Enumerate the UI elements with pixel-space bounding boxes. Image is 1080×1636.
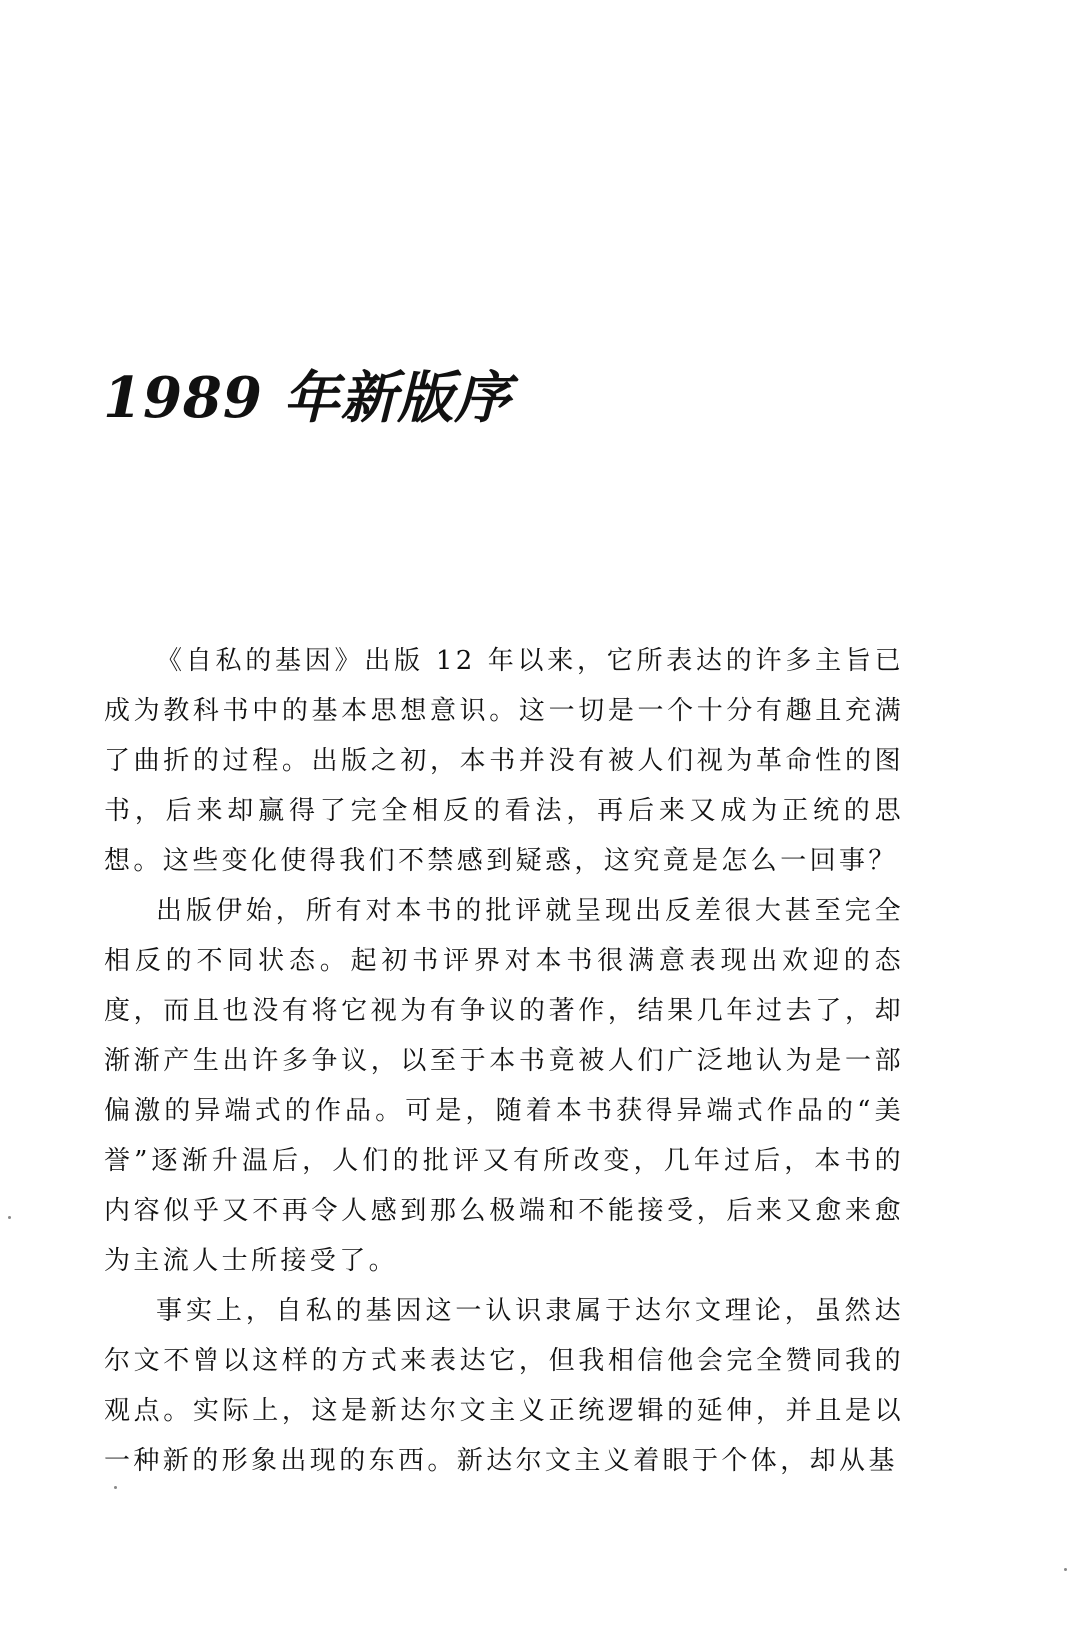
scan-speck: [114, 1486, 117, 1489]
paragraph-3: 事实上，自私的基因这一认识隶属于达尔文理论，虽然达尔文不曾以这样的方式来表达它，但我相信他会完全赞同我的观点。实际上，这是新达尔文主义正统逻辑的延伸，并且是以一种新的形象出现的东西。新达尔文主义着眼于个体，却从基: [104, 1296, 904, 1476]
body-text: [104, 636, 904, 1486]
chapter-title: 1989 年新版序: [103, 365, 512, 431]
scan-speck: [1064, 1568, 1067, 1571]
scan-speck: [8, 1216, 11, 1219]
paragraph-1: 《自私的基因》出版 12 年以来，它所表达的许多主旨已成为教科书中的基本思想意识。这一切是一个十分有趣且充满了曲折的过程。出版之初，本书并没有被人们视为革命性的图书，后来却赢得了完全相反的看法，再后来又成为正统的思想。这些变化使得我们不禁感到疑惑，这究竟是怎么一回事？: [104, 646, 904, 876]
paragraph-2: 出版伊始，所有对本书的批评就呈现出反差很大甚至完全相反的不同状态。起初书评界对本书很满意表现出欢迎的态度，而且也没有将它视为有争议的著作，结果几年过去了，却渐渐产生出许多争议，以至于本书竟被人们广泛地认为是一部偏激的异端式的作品。可是，随着本书获得异端式作品的“美誉”逐渐升温后，人们的批评又有所改变，几年过后，本书的内容似乎又不再令人感到那么极端和不能接受，后来又愈来愈为主流人士所接受了。: [104, 896, 904, 1276]
